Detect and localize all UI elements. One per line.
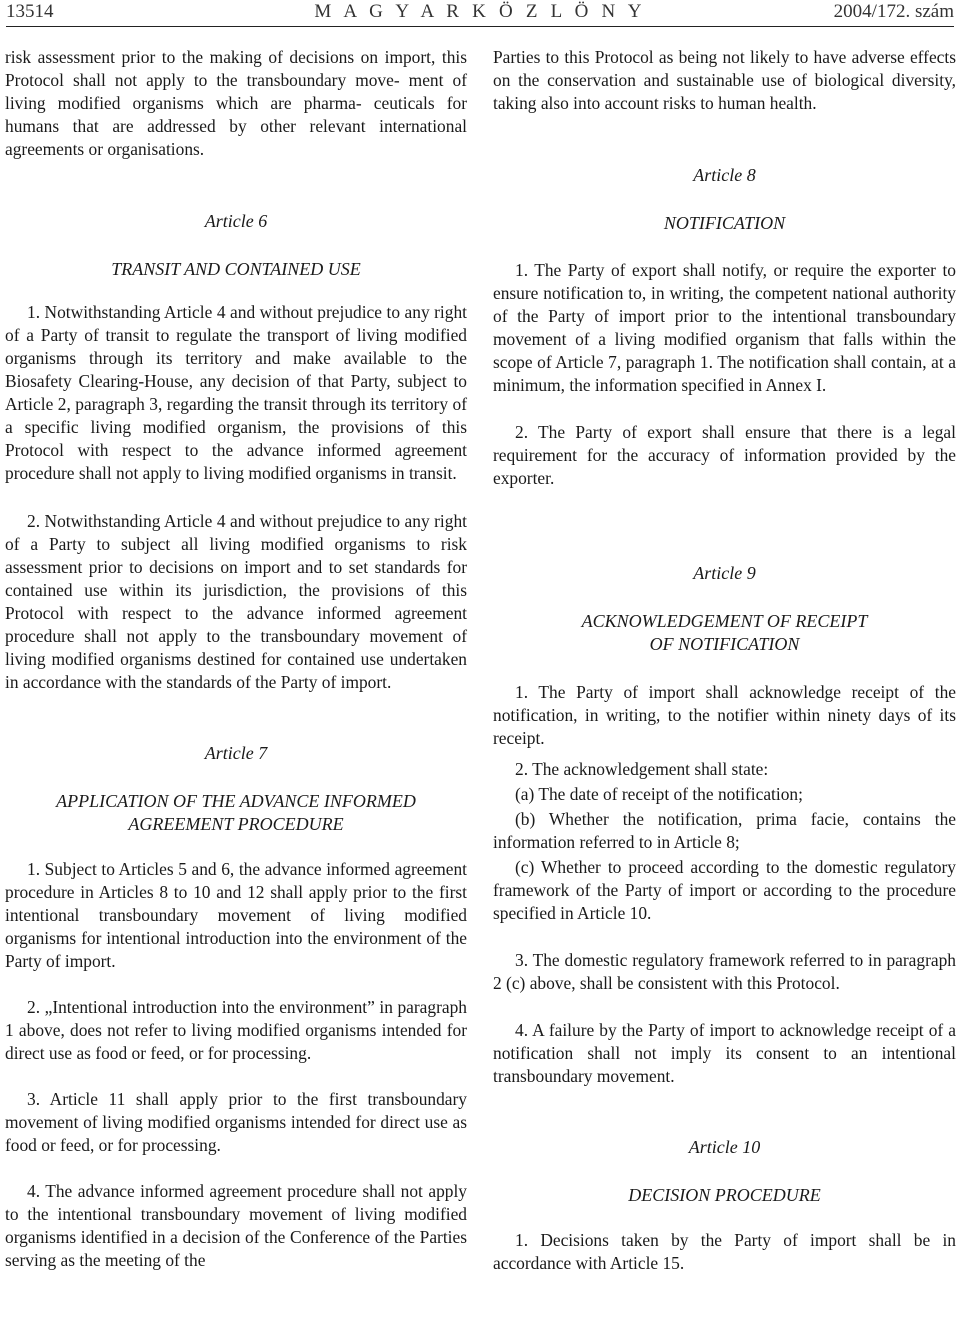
article-7-title-line-2: AGREEMENT PROCEDURE xyxy=(128,814,344,834)
article-6-paragraph-2: 2. Notwithstanding Article 4 and without prejudice to any right of a Party to subject all living modified organisms to risk assessment prior to decisions on import and to set standards for contained use within its jurisdiction, the provisions of this Protocol with respect to the advance informed agreement procedure shall not apply to the transboundary movement of living modified organisms destined for contained use undertaken in accordance with the standards of the Party of import. xyxy=(5,511,467,692)
article-9-item-b: (b) Whether the notification, prima facie, contains the information referred to in Article 8; xyxy=(493,809,956,852)
article-9-item-c: (c) Whether to proceed according to the domestic regulatory framework of the Party of import or according to the procedure specified in Article 10. xyxy=(493,857,956,923)
continued-paragraph: risk assessment prior to the making of decisions on import, this Protocol shall not apply to the transboundary move- ment of living modified organisms which are pharma- ceuticals for humans that are addressed by other relevant international agreements or organisations. xyxy=(5,47,467,159)
article-9-heading: Article 9 xyxy=(693,563,756,583)
article-10-paragraph-1: 1. Decisions taken by the Party of import shall be in accordance with Article 15. xyxy=(493,1230,956,1273)
page-number: 13514 xyxy=(6,1,54,22)
article-9-title-line-1: ACKNOWLEDGEMENT OF RECEIPT xyxy=(581,611,868,631)
article-9-item-a: (a) The date of receipt of the notification; xyxy=(515,784,803,804)
article-7-paragraph-3: 3. Article 11 shall apply prior to the first transboundary movement of living modified organisms intended for direct use as food or feed, or for processing. xyxy=(5,1089,467,1155)
issue-number: 2004/172. szám xyxy=(833,1,954,22)
article-9-paragraph-3: 3. The domestic regulatory framework referred to in paragraph 2 (c) above, shall be consistent with this Protocol. xyxy=(493,950,956,993)
article-7-heading: Article 7 xyxy=(204,743,268,763)
article-6-heading: Article 6 xyxy=(204,211,268,231)
article-6-title: TRANSIT AND CONTAINED USE xyxy=(111,259,361,279)
article-8-title: NOTIFICATION xyxy=(663,213,786,233)
article-6-paragraph-1: 1. Notwithstanding Article 4 and without prejudice to any right of a Party of transit to regulate the transport of living modified organisms through its territory and make available to the Biosafety Clearing-House, any decision of that Party, subject to Article 2, paragraph 3, regarding the transit through its territory of a specific living modified organism, the provisions of this Protocol with respect to the advance informed agreement procedure shall not apply to living modified organisms in transit. xyxy=(5,302,467,483)
right-column xyxy=(493,46,956,1275)
article-7-paragraph-1: 1. Subject to Articles 5 and 6, the advance informed agreement procedure in Articles 8 to 10 and 12 shall apply prior to the first intentional transboundary movement of living modified organisms for intentional introduction into the environment of the Party of import. xyxy=(5,859,467,971)
article-9-paragraph-2: 2. The acknowledgement shall state: xyxy=(515,759,769,779)
article-8-paragraph-2: 2. The Party of export shall ensure that there is a legal requirement for the accuracy of information provided by the exporter. xyxy=(493,422,956,488)
article-10-heading: Article 10 xyxy=(688,1137,761,1157)
article-8-heading: Article 8 xyxy=(693,165,756,185)
article-7-paragraph-2: 2. „Intentional introduction into the environment” in paragraph 1 above, does not refer to living modified organisms intended for direct use as food or feed, or for processing. xyxy=(5,997,467,1063)
article-8-paragraph-1: 1. The Party of export shall notify, or require the exporter to ensure notification to, in writing, the competent national authority of the Party of import prior to the intentional transboundary movement of a living modified organism that falls within the scope of Article 7, paragraph 1. The notification shall contain, at a minimum, the information specified in Annex I. xyxy=(493,260,956,395)
article-10-title: DECISION PROCEDURE xyxy=(628,1185,821,1205)
page-header xyxy=(6,0,954,27)
continued-paragraph: Parties to this Protocol as being not likely to have adverse effects on the conservation and sustainable use of biological diversity, taking also into account risks to human health. xyxy=(493,47,956,113)
article-9-paragraph-1: 1. The Party of import shall acknowledge receipt of the notification, in writing, to the notifier within ninety days of its receipt. xyxy=(493,682,956,748)
article-9-paragraph-4: 4. A failure by the Party of import to acknowledge receipt of a notification shall not imply its consent to an intentional transboundary movement. xyxy=(493,1020,956,1086)
article-7-paragraph-4: 4. The advance informed agreement procedure shall not apply to the intentional transboundary movement of living modified organisms identified in a decision of the Conference of the Parties serving as the meeting of the xyxy=(5,1181,467,1270)
left-column xyxy=(5,46,467,1272)
publication-title: M A G Y A R K Ö Z L Ö N Y xyxy=(314,1,646,22)
article-9-title-line-2: OF NOTIFICATION xyxy=(649,634,800,654)
article-7-title-line-1: APPLICATION OF THE ADVANCE INFORMED xyxy=(56,791,416,811)
